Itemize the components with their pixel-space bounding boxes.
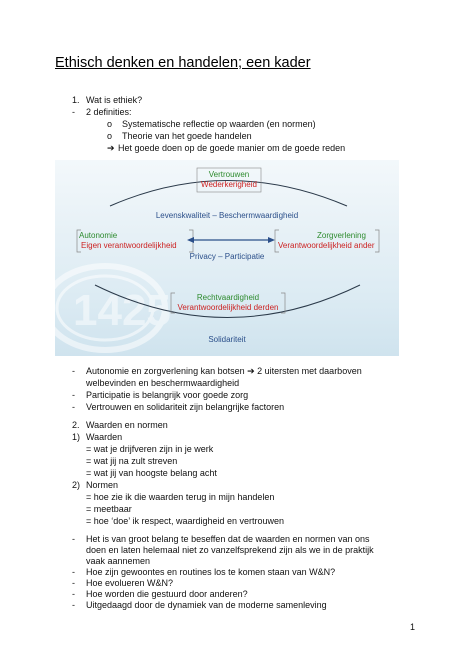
list-number: 1. <box>72 95 80 105</box>
list-bullet: o <box>107 119 113 129</box>
definition-line: = meetbaar <box>86 504 132 514</box>
definition-item: Systematische reflectie op waarden (en normen) <box>122 119 316 129</box>
watermark-seal <box>55 266 171 350</box>
label-privacy: Privacy – Participatie <box>189 252 265 261</box>
definition-line: = hoe ‘doe’ ik respect, waardigheid en vertrouwen <box>86 516 285 526</box>
label-solidariteit: Solidariteit <box>208 335 246 344</box>
list-item-continued: vaak aannemen <box>86 556 151 566</box>
list-dash: - <box>72 366 75 376</box>
label-wederkerigheid: Wederkerigheid <box>201 180 257 189</box>
label-eigen-verantwoordelijkheid: Eigen verantwoordelijkheid <box>81 241 177 250</box>
list-item: Autonomie en zorgverlening kan botsen ➔ 2 uitersten met daarboven <box>86 366 362 376</box>
list-item: Uitgedaagd door de dynamiek van de moderne samenleving <box>86 600 327 610</box>
list-dash: - <box>72 390 75 400</box>
list-dash: - <box>72 578 75 588</box>
page-title: Ethisch denken en handelen; een kader <box>55 55 311 71</box>
label-verantwoordelijkheid-ander: Verantwoordelijkheid ander <box>278 241 375 250</box>
list-item: Hoe worden die gestuurd door anderen? <box>86 589 248 599</box>
label-vertrouwen: Vertrouwen <box>208 170 250 179</box>
list-dash: - <box>72 600 75 610</box>
list-dash: - <box>72 534 75 544</box>
definition-summary: Het goede doen op de goede manier om de goede reden <box>118 143 346 153</box>
list-dash: - <box>72 567 75 577</box>
ethics-diagram <box>55 160 399 356</box>
list-number: 2. <box>72 420 80 430</box>
arrow-icon: ➔ <box>107 143 115 153</box>
label-rechtvaardigheid: Rechtvaardigheid <box>196 293 260 302</box>
definition-item: Theorie van het goede handelen <box>122 131 252 141</box>
list-bullet: o <box>107 131 113 141</box>
definitions-label: 2 definities: <box>86 107 132 117</box>
list-item: Hoe evolueren W&N? <box>86 578 174 588</box>
subsection-heading: Normen <box>86 480 119 490</box>
list-item-continued: doen en laten helemaal niet zo vanzelfsprekend zijn als we in de praktijk <box>86 545 374 555</box>
definition-line: = hoe zie ik die waarden terug in mijn handelen <box>86 492 275 502</box>
label-autonomie: Autonomie <box>79 231 118 240</box>
definition-line: = wat jij na zult streven <box>86 456 178 466</box>
list-dash: - <box>72 107 75 117</box>
section-heading: Waarden en normen <box>86 420 168 430</box>
list-number: 1) <box>72 432 81 442</box>
list-dash: - <box>72 589 75 599</box>
page-number: 1 <box>410 622 416 632</box>
label-verantwoordelijkheid-derden: Verantwoordelijkheid derden <box>177 303 279 312</box>
list-item: Participatie is belangrijk voor goede zorg <box>86 390 249 400</box>
list-item-continued: welbevinden en beschermwaardigheid <box>86 378 240 388</box>
list-item: Vertrouwen en solidariteit zijn belangrijke factoren <box>86 402 285 412</box>
svg-text:1425: 1425 <box>73 286 171 335</box>
label-zorgverlening: Zorgverlening <box>317 231 366 240</box>
list-item: Hoe zijn gewoontes en routines los te komen staan van W&N? <box>86 567 336 577</box>
list-dash: - <box>72 402 75 412</box>
label-levenskwaliteit: Levenskwaliteit – Beschermwaardigheid <box>155 211 299 220</box>
subsection-heading: Waarden <box>86 432 123 442</box>
definition-line: = wat je drijfveren zijn in je werk <box>86 444 214 454</box>
section-heading: Wat is ethiek? <box>86 95 143 105</box>
list-item: Het is van groot belang te beseffen dat de waarden en normen van ons <box>86 534 370 544</box>
list-number: 2) <box>72 480 81 490</box>
definition-line: = wat jij van hoogste belang acht <box>86 468 217 478</box>
